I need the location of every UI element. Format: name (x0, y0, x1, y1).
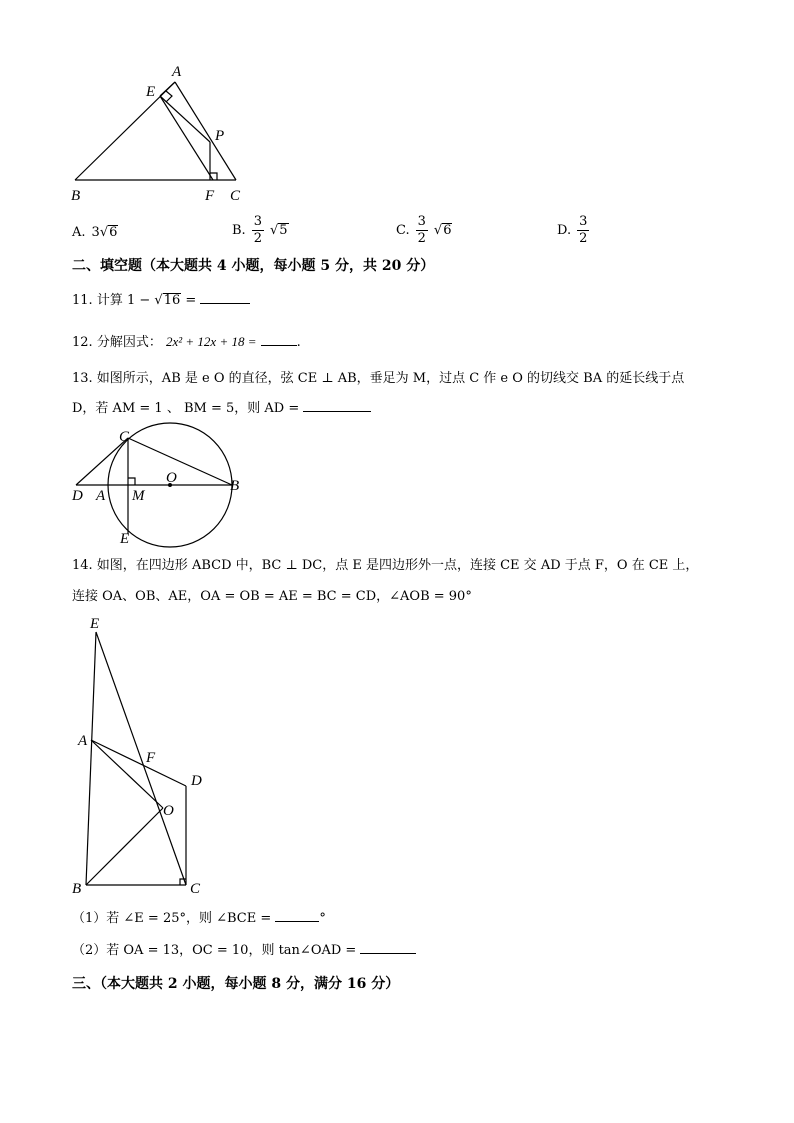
label-p: P (215, 128, 225, 144)
option-b-letter: B. (232, 222, 246, 238)
q13-line2-text: D，若 AM = 1 、 BM = 5，则 AD = (72, 401, 300, 416)
q14-2-text: （2）若 OA = 13，OC = 10，则 tan∠OAD = (72, 943, 357, 958)
q14-1-degree: ° (319, 911, 326, 926)
option-d-letter: D. (557, 222, 572, 238)
option-a-value: 3√6 (91, 224, 118, 240)
q12-answer-blank[interactable] (261, 333, 297, 346)
label-m: M (132, 488, 145, 504)
segment-eb (86, 632, 96, 885)
question-12 (72, 332, 301, 353)
option-d-fraction (577, 214, 589, 247)
q13-answer-blank[interactable] (303, 399, 371, 412)
right-angle-e (166, 91, 172, 102)
question-14-part-2 (72, 941, 416, 961)
right-angle-m (128, 478, 135, 485)
option-c-den: 2 (417, 230, 426, 246)
label-o: O (163, 803, 174, 819)
figure-triangle-abc (60, 60, 260, 210)
option-b: B. $\frac{3}{2}$ √5 (232, 213, 288, 246)
label-o: O (166, 470, 177, 486)
question-11: 11. 计算 1 − √16 = (72, 291, 250, 311)
q14-1-answer-blank[interactable] (275, 909, 319, 922)
q14-2-answer-blank[interactable] (360, 941, 416, 954)
option-a-coef: 3 (91, 224, 100, 240)
option-c-radicand: 6 (443, 222, 452, 238)
q11-answer-blank[interactable] (200, 291, 250, 304)
option-b-num: 3 (253, 213, 262, 229)
option-d-den: 2 (579, 230, 588, 246)
q12-expression: 2x² + 12x + 18 = (165, 334, 257, 349)
segment-dc (76, 438, 128, 485)
label-c: C (230, 188, 241, 204)
segment-ac (175, 82, 236, 180)
figure-quadrilateral (66, 612, 216, 897)
label-d: D (72, 488, 83, 504)
option-b-fraction (252, 214, 264, 247)
option-a-letter: A. (72, 224, 86, 240)
option-a-radicand: 6 (109, 224, 118, 240)
segment-cb (128, 438, 232, 485)
label-b: B (72, 881, 82, 897)
question-14-line2: 连接 OA、OB、AE，OA = OB = AE = BC = CD，∠AOB = 90° (72, 589, 472, 604)
question-13-line1: 13. 如图所示，AB 是 e O 的直径，弦 CE ⊥ AB，垂足为 M，过点 C 作 e O 的切线交 BA 的延长线于点 (72, 371, 685, 386)
segment-ad (91, 740, 186, 786)
question-13-line2 (72, 399, 371, 419)
section-3-heading: 三、（本大题共 2 小题，每小题 8 分，满分 16 分） (72, 976, 400, 992)
q11-number: 11. (72, 293, 93, 308)
option-c: C. $\frac{3}{2}$ √6 (396, 213, 452, 246)
label-b: B (230, 478, 240, 494)
label-a: A (172, 64, 182, 80)
label-a: A (96, 488, 106, 504)
q14-1-text: （1）若 ∠E = 25°，则 ∠BCE = (72, 911, 272, 926)
q11-expr-post: = (181, 293, 197, 308)
q11-text: 计算 (96, 293, 123, 308)
segment-ec (96, 632, 186, 885)
label-e: E (146, 84, 156, 100)
q12-end: . (296, 335, 301, 350)
question-14-line1: 14. 如图，在四边形 ABCD 中，BC ⊥ DC，点 E 是四边形外一点，连接 CE 交 AD 于点 F，O 在 CE 上， (72, 558, 699, 573)
option-c-num: 3 (417, 213, 426, 229)
label-f: F (146, 750, 156, 766)
option-d-num: 3 (579, 213, 588, 229)
label-c: C (119, 429, 130, 445)
segment-ea (160, 82, 175, 96)
label-c: C (190, 881, 201, 897)
option-b-radicand: 5 (279, 222, 288, 238)
option-a (72, 216, 118, 248)
option-c-letter: C. (396, 222, 410, 238)
q12-number: 12. (72, 335, 93, 350)
section-2-heading: 二、填空题（本大题共 4 小题，每小题 5 分，共 20 分） (72, 258, 435, 274)
label-d: D (191, 773, 202, 789)
q11-radicand: 16 (163, 293, 181, 308)
label-f: F (205, 188, 215, 204)
q12-text: 分解因式： (96, 335, 162, 350)
q11-expr-pre: 1 − (126, 293, 155, 308)
option-c-fraction (416, 214, 428, 247)
option-d (557, 210, 589, 250)
segment-bo (86, 808, 163, 885)
label-e: E (90, 616, 100, 632)
label-b: B (71, 188, 81, 204)
label-a: A (78, 733, 88, 749)
option-b-den: 2 (253, 230, 262, 246)
question-14-part-1 (72, 909, 326, 929)
label-e: E (120, 531, 130, 547)
figure-circle (62, 420, 252, 548)
